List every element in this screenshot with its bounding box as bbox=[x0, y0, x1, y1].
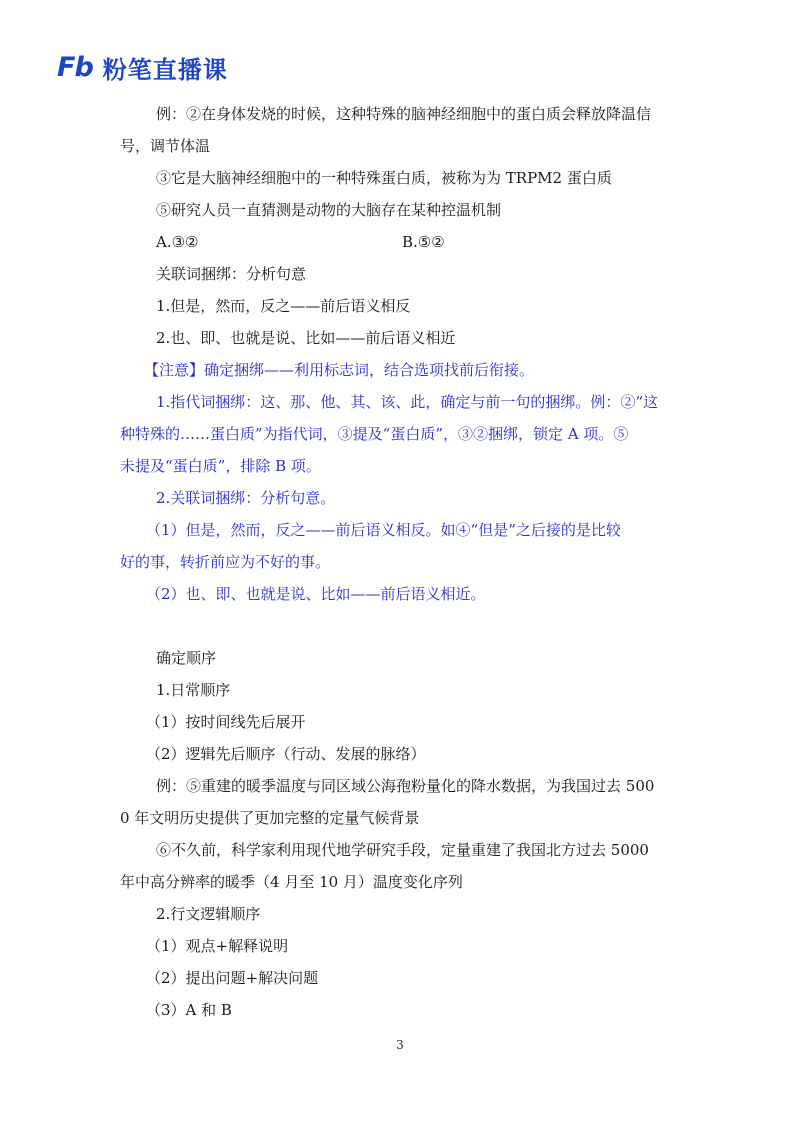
text-line: （2）提出问题+解决问题 bbox=[146, 969, 319, 987]
text-line: 1.日常顺序 bbox=[156, 681, 231, 699]
example-line: 例：⑤重建的暖季温度与同区域公海孢粉量化的降水数据，为我国过去 500 bbox=[156, 777, 655, 795]
example-line: 例：②在身体发烧的时候，这种特殊的脑神经细胞中的蛋白质会释放降温信 bbox=[156, 105, 652, 123]
spacer bbox=[120, 610, 690, 642]
answer-options bbox=[120, 226, 690, 258]
note-line: 1.指代词捆绑：这、那、他、其、该、此，确定与前一句的捆绑。例：②“这 bbox=[156, 393, 658, 411]
example-line: 0 年文明历史提供了更加完整的定量气候背景 bbox=[120, 809, 420, 827]
text-line: 关联词捆绑：分析句意 bbox=[156, 265, 307, 283]
example-line: ⑥不久前，科学家利用现代地学研究手段，定量重建了我国北方过去 5000 bbox=[156, 841, 649, 859]
sentence-3: ③它是大脑神经细胞中的一种特殊蛋白质，被称为为 TRPM2 蛋白质 bbox=[156, 169, 612, 187]
header bbox=[57, 50, 228, 84]
text-line: 1.但是，然而，反之——前后语义相反 bbox=[156, 297, 411, 315]
example-line: 号，调节体温 bbox=[120, 137, 211, 155]
sentence-5: ⑤研究人员一直猜测是动物的大脑存在某种控温机制 bbox=[156, 201, 502, 219]
note-heading: 【注意】确定捆绑——利用标志词，结合选项找前后衔接。 bbox=[144, 361, 535, 379]
note-line: 未提及“蛋白质”，排除 B 项。 bbox=[120, 457, 321, 475]
note-line: （1）但是，然而，反之——前后语义相反。如④“但是”之后接的是比较 bbox=[146, 521, 621, 539]
note-line: 2.关联词捆绑：分析句意。 bbox=[156, 489, 336, 507]
note-line: 好的事，转折前应为不好的事。 bbox=[120, 553, 331, 571]
brand-title: 粉笔直播课 bbox=[102, 55, 228, 84]
text-line: （2）逻辑先后顺序（行动、发展的脉络） bbox=[146, 745, 426, 763]
text-line: （1）观点+解释说明 bbox=[146, 937, 289, 955]
text-line: 2.也、即、也就是说、比如——前后语义相近 bbox=[156, 329, 456, 347]
text-line: 2.行文逻辑顺序 bbox=[156, 905, 261, 923]
page-number: 3 bbox=[396, 1038, 404, 1052]
note-line: 种特殊的……蛋白质”为指代词，③提及“蛋白质”，③②捆绑，锁定 A 项。⑤ bbox=[120, 425, 629, 443]
fenbi-logo-icon: Fb bbox=[57, 51, 93, 83]
example-line: 年中高分辨率的暖季（4 月至 10 月）温度变化序列 bbox=[120, 873, 463, 891]
text-line: （3）A 和 B bbox=[146, 1001, 232, 1019]
section-title: 确定顺序 bbox=[156, 649, 217, 667]
option-a: A.③② bbox=[156, 233, 199, 251]
option-b: B.⑤② bbox=[402, 233, 445, 251]
document-body bbox=[120, 98, 690, 1026]
note-line: （2）也、即、也就是说、比如——前后语义相近。 bbox=[146, 585, 486, 603]
text-line: （1）按时间线先后展开 bbox=[146, 713, 306, 731]
